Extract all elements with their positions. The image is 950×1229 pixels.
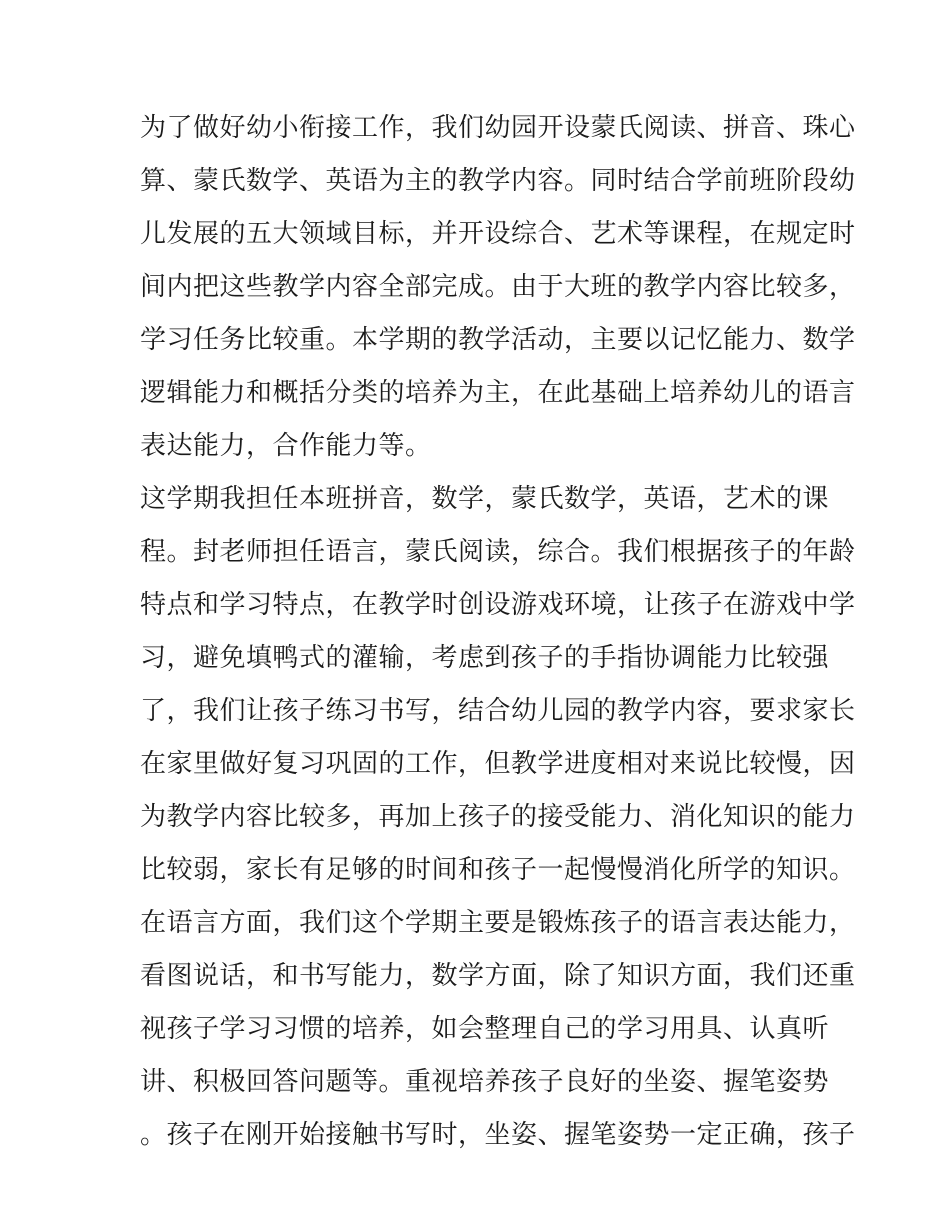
text-line: 在语言方面，我们这个学期主要是锻炼孩子的语言表达能力， — [140, 908, 856, 938]
text-line: 程。封老师担任语言，蒙氏阅读，综合。我们根据孩子的年龄 — [140, 537, 856, 567]
text-line: 学习任务比较重。本学期的教学活动，主要以记忆能力、数学 — [140, 325, 856, 355]
text-line: 讲、积极回答问题等。重视培养孩子良好的坐姿、握笔姿势 — [140, 1067, 830, 1097]
text-line: 习，避免填鸭式的灌输，考虑到孩子的手指协调能力比较强 — [140, 643, 830, 673]
text-line: 为了做好幼小衔接工作，我们幼园开设蒙氏阅读、拼音、珠心 — [140, 113, 856, 143]
text-line: 这学期我担任本班拼音，数学，蒙氏数学，英语，艺术的课 — [140, 484, 830, 514]
text-line: 了，我们让孩子练习书写，结合幼儿园的教学内容，要求家长 — [140, 696, 856, 726]
text-line: 视孩子学习习惯的培养，如会整理自己的学习用具、认真听 — [140, 1014, 830, 1044]
text-line: 比较弱，家长有足够的时间和孩子一起慢慢消化所学的知识。 — [140, 855, 856, 885]
text-line: 逻辑能力和概括分类的培养为主，在此基础上培养幼儿的语言 — [140, 378, 856, 408]
text-line: 。孩子在刚开始接触书写时，坐姿、握笔姿势一定正确，孩子 — [140, 1120, 856, 1150]
text-line: 在家里做好复习巩固的工作，但教学进度相对来说比较慢，因 — [140, 749, 856, 779]
text-line: 看图说话，和书写能力，数学方面，除了知识方面，我们还重 — [140, 961, 856, 991]
text-line: 算、蒙氏数学、英语为主的教学内容。同时结合学前班阶段幼 — [140, 166, 856, 196]
text-line: 特点和学习特点，在教学时创设游戏环境，让孩子在游戏中学 — [140, 590, 856, 620]
text-line: 为教学内容比较多，再加上孩子的接受能力、消化知识的能力 — [140, 802, 856, 832]
text-line: 儿发展的五大领域目标，并开设综合、艺术等课程，在规定时 — [140, 219, 856, 249]
text-line: 表达能力，合作能力等。 — [140, 431, 432, 461]
text-line: 间内把这些教学内容全部完成。由于大班的教学内容比较多， — [140, 272, 856, 302]
